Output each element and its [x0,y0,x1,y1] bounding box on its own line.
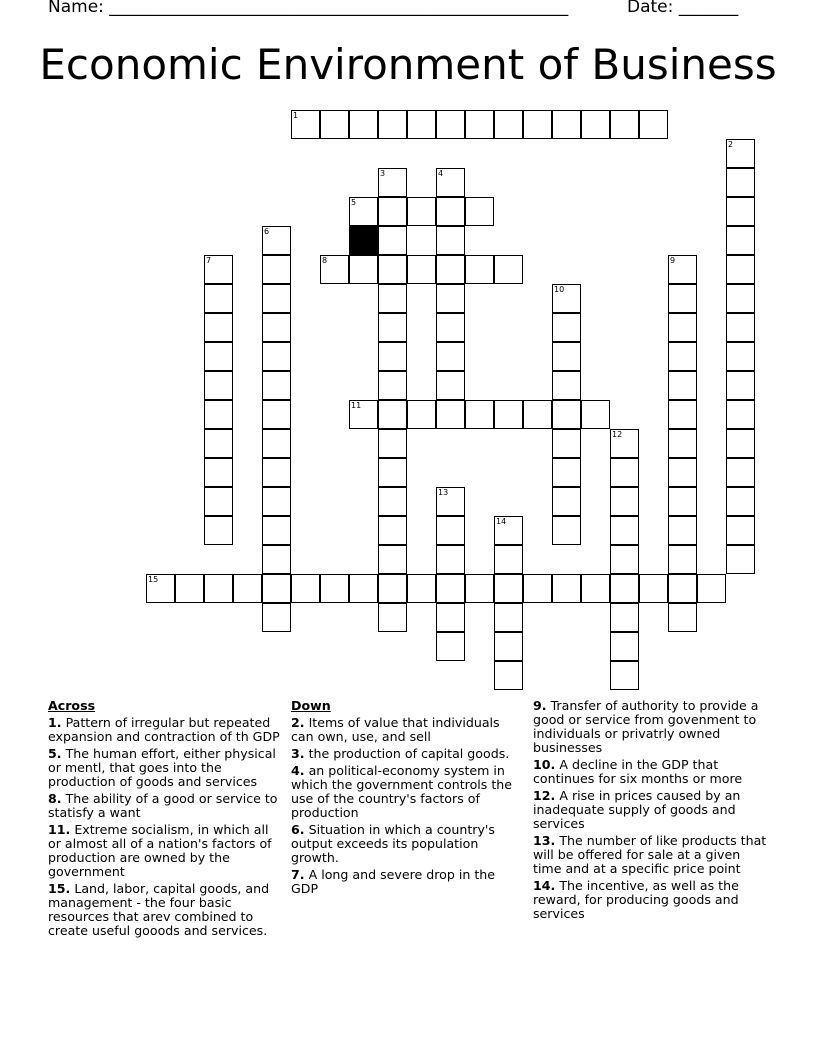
answer-cell[interactable] [378,168,407,197]
answer-cell[interactable] [349,400,378,429]
answer-cell[interactable] [581,400,610,429]
clue-item-number: 7. [291,867,305,882]
clue-item-number: 14. [533,878,556,893]
clue-item [48,882,284,938]
answer-cell[interactable] [465,255,494,284]
clue-item-number: 11. [48,822,71,837]
answer-cell[interactable] [523,400,552,429]
clue-number: 7 [206,256,212,265]
answer-cell[interactable] [610,661,639,690]
clue-item-number: 3. [291,746,305,761]
answer-cell[interactable] [639,574,668,603]
answer-cell[interactable] [552,516,581,545]
clue-item-number: 5. [48,746,62,761]
answer-cell[interactable] [697,574,726,603]
answer-cell[interactable] [204,429,233,458]
answer-cell[interactable] [726,313,755,342]
answer-cell[interactable] [436,226,465,255]
answer-cell[interactable] [552,284,581,313]
answer-cell[interactable] [726,516,755,545]
down-clue-list-continued [533,699,769,921]
answer-cell[interactable] [465,110,494,139]
answer-cell[interactable] [262,226,291,255]
answer-cell[interactable] [726,284,755,313]
answer-cell[interactable] [494,255,523,284]
answer-cell[interactable] [610,458,639,487]
answer-cell[interactable] [291,574,320,603]
answer-cell[interactable] [146,574,175,603]
clue-number: 9 [670,256,676,265]
answer-cell[interactable] [668,487,697,516]
answer-cell[interactable] [610,487,639,516]
answer-cell[interactable] [726,197,755,226]
clue-item-number: 13. [533,833,556,848]
answer-cell[interactable] [204,255,233,284]
answer-cell[interactable] [610,516,639,545]
clue-number: 15 [148,575,159,584]
answer-cell[interactable] [436,197,465,226]
answer-cell[interactable] [378,255,407,284]
clue-item-text: Transfer of authority to provide a good or service from govenment to individuals or privatrly owned businesses [533,698,759,755]
clue-item-text: Pattern of irregular but repeated expansion and contraction of th GDP [48,715,280,744]
clue-item [48,823,284,879]
answer-cell[interactable] [262,487,291,516]
answer-cell[interactable] [262,516,291,545]
clue-item [533,879,769,921]
answer-cell[interactable] [726,371,755,400]
clue-item [533,789,769,831]
answer-cell[interactable] [291,110,320,139]
answer-cell[interactable] [378,603,407,632]
answer-cell[interactable] [204,342,233,371]
answer-cell[interactable] [494,400,523,429]
clue-item [48,747,284,789]
answer-cell[interactable] [668,400,697,429]
answer-cell[interactable] [262,255,291,284]
answer-cell[interactable] [262,574,291,603]
answer-cell[interactable] [465,197,494,226]
answer-cell[interactable] [436,400,465,429]
answer-cell[interactable] [581,574,610,603]
clue-item-text: A rise in prices caused by an inadequate supply of goods and services [533,788,741,831]
answer-cell[interactable] [378,371,407,400]
answer-cell[interactable] [407,400,436,429]
answer-cell[interactable] [436,313,465,342]
answer-cell[interactable] [610,429,639,458]
answer-cell[interactable] [262,313,291,342]
answer-cell[interactable] [436,110,465,139]
answer-cell[interactable] [494,110,523,139]
down-clues-column [291,699,523,899]
clue-item-number: 2. [291,715,305,730]
answer-cell[interactable] [204,487,233,516]
clue-number: 1 [293,111,299,120]
clue-item-number: 12. [533,788,556,803]
answer-cell[interactable] [175,574,204,603]
answer-cell[interactable] [668,313,697,342]
answer-cell[interactable] [668,574,697,603]
answer-cell[interactable] [262,429,291,458]
answer-cell[interactable] [552,342,581,371]
clue-item-number: 4. [291,763,305,778]
clue-item [533,834,769,876]
answer-cell[interactable] [378,458,407,487]
clue-item-number: 8. [48,791,62,806]
clue-item-text: the production of capital goods. [308,746,510,761]
answer-cell[interactable] [262,545,291,574]
clue-number: 8 [322,256,328,265]
answer-cell[interactable] [407,110,436,139]
down-clue-list [291,716,523,896]
clue-item-text: A decline in the GDP that continues for six months or more [533,757,743,786]
answer-cell[interactable] [204,516,233,545]
clue-item [291,716,523,744]
answer-cell[interactable] [465,400,494,429]
answer-cell[interactable] [610,603,639,632]
answer-cell[interactable] [262,342,291,371]
clue-number: 6 [264,227,270,236]
answer-cell[interactable] [465,574,494,603]
answer-cell[interactable] [378,342,407,371]
clue-item [533,699,769,755]
clue-item-number: 6. [291,822,305,837]
answer-cell[interactable] [436,168,465,197]
clue-item-text: The number of like products that will be offered for sale at a given time and at a specific price point [533,833,767,876]
answer-cell[interactable] [668,284,697,313]
clue-item-number: 1. [48,715,62,730]
clue-number: 10 [554,285,565,294]
answer-cell[interactable] [262,371,291,400]
answer-cell[interactable] [407,574,436,603]
clue-item-number: 10. [533,757,556,772]
clue-number: 4 [438,169,444,178]
answer-cell[interactable] [378,197,407,226]
answer-cell[interactable] [204,284,233,313]
clue-item [291,764,523,820]
clue-item-text: Land, labor, capital goods, and management - the four basic resources that arev combined to create useful gooods and services. [48,881,270,938]
answer-cell[interactable] [552,574,581,603]
answer-cell[interactable] [407,255,436,284]
clue-item [291,747,523,761]
answer-cell[interactable] [204,371,233,400]
answer-cell[interactable] [436,255,465,284]
page-title: Economic Environment of Business [39,40,777,89]
answer-cell[interactable] [610,110,639,139]
answer-cell[interactable] [436,516,465,545]
answer-cell[interactable] [726,429,755,458]
answer-cell[interactable] [494,661,523,690]
date-field-label: Date: _______ [627,0,739,17]
clue-number: 3 [380,169,386,178]
clue-item-text: Situation in which a country's output exceeds its population growth. [291,822,495,865]
answer-cell[interactable] [581,110,610,139]
answer-cell[interactable] [726,139,755,168]
answer-cell[interactable] [726,255,755,284]
answer-cell[interactable] [407,197,436,226]
answer-cell[interactable] [552,487,581,516]
answer-cell[interactable] [726,487,755,516]
answer-cell[interactable] [436,574,465,603]
clue-item-text: A long and severe drop in the GDP [291,867,495,896]
answer-cell[interactable] [523,574,552,603]
answer-cell[interactable] [378,110,407,139]
clue-number: 13 [438,488,449,497]
answer-cell[interactable] [726,400,755,429]
answer-cell[interactable] [610,632,639,661]
answer-cell[interactable] [262,284,291,313]
clue-item-number: 15. [48,881,71,896]
answer-cell[interactable] [668,458,697,487]
answer-cell[interactable] [668,342,697,371]
answer-cell[interactable] [726,226,755,255]
answer-cell[interactable] [552,110,581,139]
answer-cell[interactable] [436,284,465,313]
clue-item-number: 9. [533,698,547,713]
answer-cell[interactable] [320,574,349,603]
clue-item-text: an political-economy system in which the government controls the use of the country's factors of production [291,763,513,820]
answer-cell[interactable] [494,632,523,661]
answer-cell[interactable] [320,110,349,139]
answer-cell[interactable] [378,574,407,603]
across-clue-list [48,716,284,938]
answer-cell[interactable] [494,574,523,603]
answer-cell[interactable] [523,110,552,139]
clue-number: 12 [612,430,623,439]
answer-cell[interactable] [552,371,581,400]
answer-cell[interactable] [349,197,378,226]
answer-cell[interactable] [349,574,378,603]
down-heading: Down [291,698,331,713]
black-square [349,226,378,255]
answer-cell[interactable] [552,429,581,458]
answer-cell[interactable] [668,255,697,284]
clue-number: 14 [496,517,507,526]
answer-cell[interactable] [668,371,697,400]
answer-cell[interactable] [378,516,407,545]
answer-cell[interactable] [436,545,465,574]
clue-number: 2 [728,140,734,149]
answer-cell[interactable] [349,255,378,284]
clue-item-text: The ability of a good or service to statisfy a want [48,791,278,820]
clue-item [48,792,284,820]
answer-cell[interactable] [436,371,465,400]
clue-item-text: Items of value that individuals can own, use, and sell [291,715,500,744]
answer-cell[interactable] [552,400,581,429]
answer-cell[interactable] [378,226,407,255]
answer-cell[interactable] [610,545,639,574]
answer-cell[interactable] [204,313,233,342]
clue-item [48,716,284,744]
answer-cell[interactable] [494,603,523,632]
clue-item-text: Extreme socialism, in which all or almost all of a nation's factors of production are owned by the government [48,822,272,879]
clue-item [533,758,769,786]
answer-cell[interactable] [320,255,349,284]
answer-cell[interactable] [378,429,407,458]
answer-cell[interactable] [726,458,755,487]
answer-cell[interactable] [552,313,581,342]
clue-number: 5 [351,198,357,207]
answer-cell[interactable] [378,400,407,429]
answer-cell[interactable] [204,574,233,603]
answer-cell[interactable] [204,458,233,487]
clue-item-text: The incentive, as well as the reward, for producing goods and services [533,878,739,921]
clue-item [291,823,523,865]
answer-cell[interactable] [639,110,668,139]
answer-cell[interactable] [378,487,407,516]
answer-cell[interactable] [494,516,523,545]
down-clues-column-continued [533,699,769,924]
answer-cell[interactable] [262,603,291,632]
answer-cell[interactable] [436,487,465,516]
answer-cell[interactable] [436,603,465,632]
answer-cell[interactable] [233,574,262,603]
answer-cell[interactable] [726,168,755,197]
answer-cell[interactable] [668,516,697,545]
answer-cell[interactable] [378,313,407,342]
across-heading: Across [48,698,96,713]
answer-cell[interactable] [610,574,639,603]
name-field-label: Name: ______________________________________________________ [48,0,569,17]
across-clues-column [48,699,284,941]
answer-cell[interactable] [668,429,697,458]
answer-cell[interactable] [726,545,755,574]
answer-cell[interactable] [726,342,755,371]
answer-cell[interactable] [378,284,407,313]
clue-item [291,868,523,896]
clue-item-text: The human effort, either physical or mentl, that goes into the production of goods and services [48,746,276,789]
answer-cell[interactable] [436,632,465,661]
answer-cell[interactable] [668,603,697,632]
clue-number: 11 [351,401,362,410]
answer-cell[interactable] [552,458,581,487]
answer-cell[interactable] [668,545,697,574]
answer-cell[interactable] [378,545,407,574]
answer-cell[interactable] [349,110,378,139]
answer-cell[interactable] [494,545,523,574]
answer-cell[interactable] [262,400,291,429]
answer-cell[interactable] [262,458,291,487]
answer-cell[interactable] [436,342,465,371]
answer-cell[interactable] [204,400,233,429]
